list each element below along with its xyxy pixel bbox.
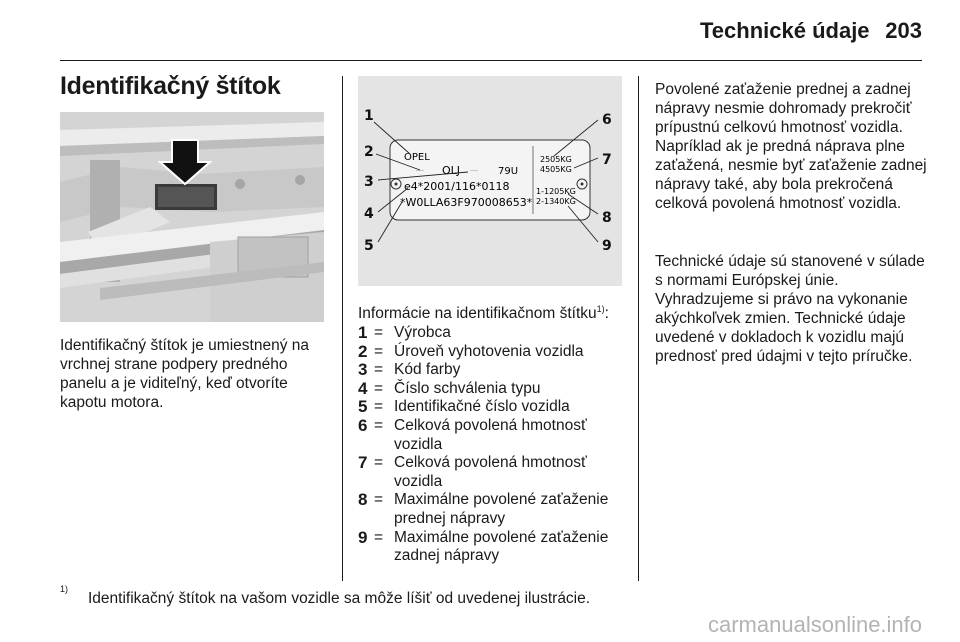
legend-text: Celková povolená hmotnosť vozidla bbox=[394, 416, 587, 453]
plate-diagram bbox=[358, 76, 622, 286]
caption-text: Informácie na identifikačnom štítku bbox=[358, 305, 597, 323]
section-title: Identifikačný štítok bbox=[60, 72, 281, 100]
callout-2: 2 bbox=[364, 144, 374, 160]
plate-location-photo bbox=[60, 112, 324, 322]
legend-text: Celková povolená hmotnosť vozidla bbox=[394, 454, 587, 490]
legend-item bbox=[358, 529, 638, 566]
callout-5: 5 bbox=[364, 238, 374, 254]
plate-code: OLJ bbox=[442, 164, 461, 177]
plate-weight1: 2505KG bbox=[540, 155, 572, 164]
plate-brand: OPEL bbox=[404, 152, 430, 163]
callout-6: 6 bbox=[602, 112, 612, 128]
legend-equals: = bbox=[374, 379, 384, 397]
legend-equals: = bbox=[374, 398, 384, 416]
legend-text: Výrobca bbox=[394, 324, 451, 341]
plate-vin: *W0LLA63F970008653* bbox=[400, 196, 533, 209]
plate-code2: 79U bbox=[498, 166, 519, 177]
callout-9: 9 bbox=[602, 238, 612, 254]
header-title: Technické údaje bbox=[700, 18, 870, 43]
caption-footnote-mark: 1) bbox=[596, 304, 605, 314]
legend-equals: = bbox=[374, 454, 384, 472]
legend-item bbox=[358, 417, 638, 454]
legend-text: Kód farby bbox=[394, 361, 461, 379]
caption-suffix: : bbox=[604, 305, 609, 323]
legend-text: Identifikačné číslo vozidla bbox=[394, 398, 570, 416]
legend-item bbox=[358, 324, 638, 343]
legend-equals: = bbox=[374, 324, 384, 341]
legend-item bbox=[358, 380, 638, 399]
legend-equals: = bbox=[374, 528, 384, 546]
plate-axle2: 2-1340KG bbox=[536, 197, 576, 206]
callout-4: 4 bbox=[364, 206, 374, 222]
legend-equals: = bbox=[374, 342, 384, 360]
legend-item bbox=[358, 343, 638, 362]
page-number: 203 bbox=[885, 18, 922, 43]
legend-number: 6 bbox=[358, 415, 368, 435]
footnote-mark: 1) bbox=[60, 584, 69, 594]
plate-approval: e4*2001/116*0118 bbox=[404, 180, 510, 193]
axle-load-paragraph: Povolené zaťaženie prednej a zadnej nápravy nesmie dohromady prekročiť prípustnú celkovú hmotnosť vozidla. Napríklad ak je predná náprava plne zaťažená, nesmie byť zaťaženie zadnej nápravy také, aby bola prekročená celková povolená hmotnosť vozidla. bbox=[655, 81, 927, 212]
technical-data-paragraph: Technické údaje sú stanovené v súlade s normami Európskej únie. Vyhradzujeme si právo na vykonanie akýchkoľvek zmien. Technické údaje uvedené v dokladoch k vozidlu majú prednosť pred údajmi v tejto príručke. bbox=[655, 253, 925, 365]
legend-text: Číslo schválenia typu bbox=[394, 379, 541, 397]
legend-number: 7 bbox=[358, 453, 368, 473]
legend-number: 4 bbox=[358, 378, 368, 398]
legend-number: 5 bbox=[358, 397, 368, 417]
callout-3: 3 bbox=[364, 174, 374, 190]
plate-axle1: 1-1205KG bbox=[536, 187, 576, 196]
legend-number: 9 bbox=[358, 527, 368, 547]
legend-item bbox=[358, 398, 638, 417]
plate-caption bbox=[358, 300, 638, 323]
header-rule bbox=[60, 60, 922, 61]
legend-number: 3 bbox=[358, 360, 368, 380]
legend-equals: = bbox=[374, 491, 384, 509]
plate-small-2: —— bbox=[470, 168, 478, 173]
legend-item bbox=[358, 491, 638, 528]
callout-1: 1 bbox=[364, 108, 374, 124]
legend-equals: = bbox=[374, 361, 384, 379]
plate-location-text: Identifikačný štítok je umiestnený na vrchnej strane podpery predného panelu a je viditeľný, keď otvoríte kapotu motora. bbox=[60, 337, 309, 411]
column-divider-right bbox=[638, 76, 639, 581]
legend-item bbox=[358, 361, 638, 380]
watermark: carmanualsonline.info bbox=[708, 612, 923, 637]
legend-text: Maximálne povolené zaťaženie zadnej nápravy bbox=[394, 528, 609, 565]
legend-number: 8 bbox=[358, 490, 368, 510]
plate-weight2: 4505KG bbox=[540, 165, 572, 174]
callout-7: 7 bbox=[602, 152, 612, 168]
legend-number: 1 bbox=[358, 323, 368, 342]
legend-item bbox=[358, 454, 638, 491]
column-divider-left bbox=[342, 76, 343, 581]
plate-small-1: —— bbox=[416, 168, 424, 173]
legend-equals: = bbox=[374, 416, 384, 434]
callout-8: 8 bbox=[602, 210, 612, 226]
legend-text: Maximálne povolené zaťaženie prednej nápravy bbox=[394, 491, 609, 527]
legend-number: 2 bbox=[358, 341, 368, 361]
footnote-text: Identifikačný štítok na vašom vozidle sa môže líšiť od uvedenej ilustrácie. bbox=[88, 590, 591, 607]
legend-text: Úroveň vyhotovenia vozidla bbox=[394, 342, 584, 360]
plate-legend bbox=[358, 324, 638, 566]
